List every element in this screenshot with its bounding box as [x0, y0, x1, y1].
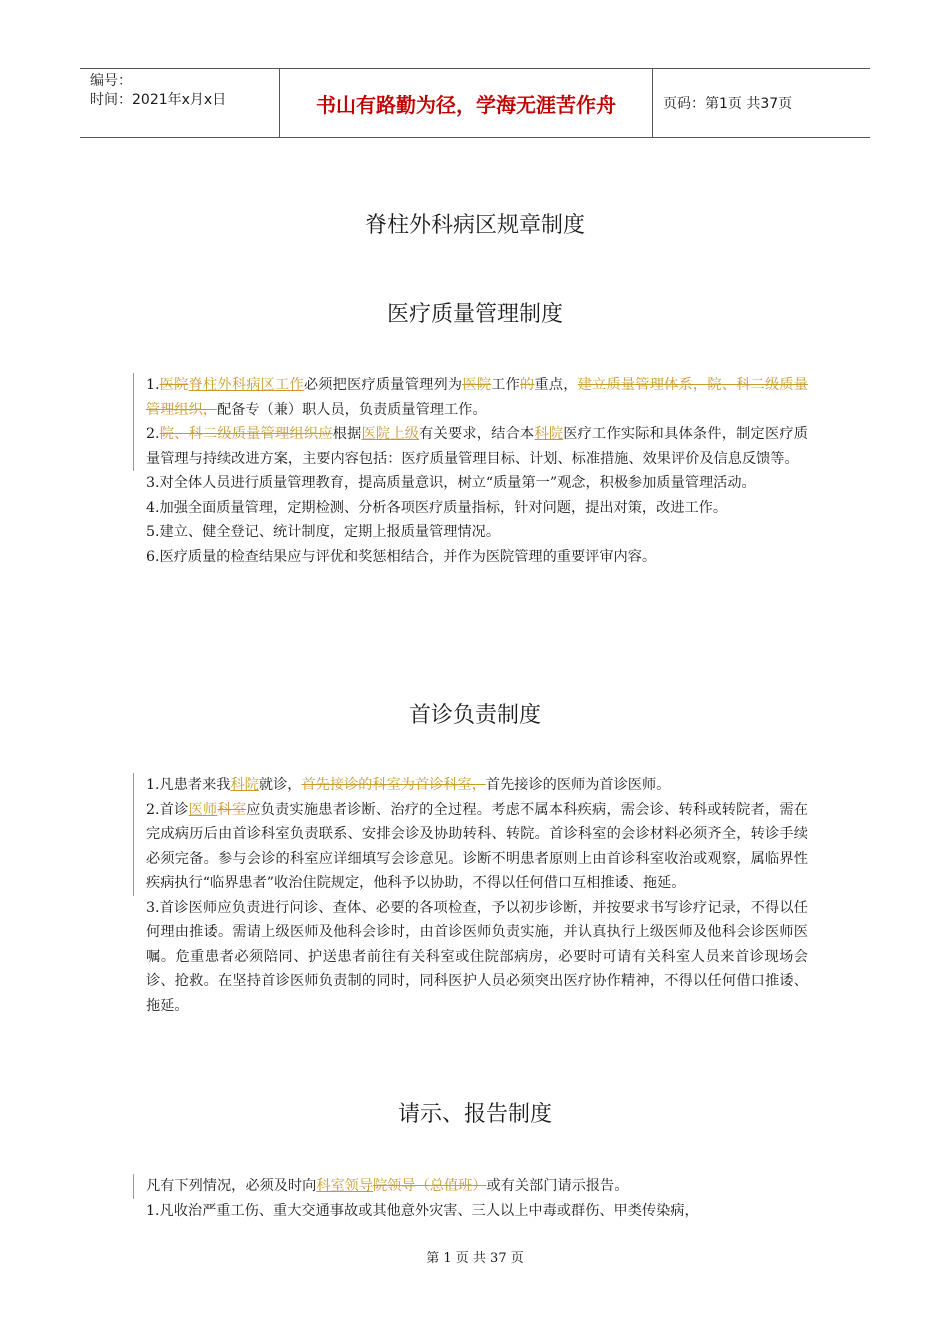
paragraph: 凡有下列情况，必须及时向科室领导院领导（总值班）或有关部门请示报告。: [133, 1174, 808, 1199]
paragraph: 3.首诊医师应负责进行问诊、查体、必要的各项检查，予以初步诊断，并按要求书写诊疗记录，不得以任何理由推诿。需请上级医师及他科会诊时，由首诊医师负责实施，并认真执行上级医师及他科会诊医师医嘱。危重患者必须陪同、护送患者前往有关科室或住院部病房，必要时可请有关科室人员来首诊现场会诊、抢救。在坚持首诊医师负责制的同时，同科医护人员必须突出医疗协作精神，不得以任何借口推诿、拖延。: [146, 899, 808, 1014]
section-quality: [133, 373, 808, 569]
paragraph: 3.对全体人员进行质量管理教育，提高质量意识，树立“质量第一”观念，积极参加质量管理活动。: [146, 475, 756, 491]
document-title: 脊柱外科病区规章制度: [364, 213, 585, 238]
header-motto: 书山有路勤为径，学海无涯苦作舟: [280, 69, 653, 137]
section-title-first-visit: 首诊负责制度: [408, 703, 541, 728]
paragraph: 2.首诊医师科室应负责实施患者诊断、治疗的全过程。考虑不属本科疾病，需会诊、转科或转院者，需在完成病历后由首诊科室负责联系、安排会诊及协助转科、转院。首诊科室的会诊材料必须齐全，转诊手续必须完备。参与会诊的科室应详细填写会诊意见。诊断不明患者原则上由首诊科室收治或观察，属临界性疾病执行“临界患者”收治住院规定，他科予以协助，不得以任何借口互相推诿、拖延。: [133, 798, 808, 896]
paragraph: 2.院、科二级质量管理组织应根据医院上级有关要求，结合本科院医疗工作实际和具体条件，制定医疗质量管理与持续改进方案，主要内容包括：医疗质量管理目标、计划、标准措施、效果评价及信息反馈等。: [133, 422, 808, 471]
paragraph: 1.凡患者来我科院就诊，首先接诊的科室为首诊科室，首先接诊的医师为首诊医师。: [133, 773, 808, 798]
section-report: [133, 1174, 808, 1223]
page-footer: 第 1 页 共 37 页: [426, 1251, 524, 1266]
paragraph: 6.医疗质量的检查结果应与评优和奖惩相结合，并作为医院管理的重要评审内容。: [146, 548, 657, 565]
time-label: 时间：2021年x月x日: [90, 92, 227, 108]
page-header: [80, 68, 870, 138]
paragraph: 5.建立、健全登记、统计制度，定期上报质量管理情况。: [146, 524, 501, 540]
section-title-quality: 医疗质量管理制度: [386, 302, 563, 327]
header-info: [80, 69, 280, 137]
section-title-report: 请示、报告制度: [397, 1102, 552, 1127]
paragraph: 1.凡收治严重工伤、重大交通事故或其他意外灾害、三人以上中毒或群伤、甲类传染病，: [146, 1202, 699, 1219]
number-label: 编号：: [90, 73, 132, 89]
section-first-visit: [133, 773, 808, 1018]
header-page-label: 页码：第1页 共37页: [663, 96, 793, 112]
paragraph: 4.加强全面质量管理，定期检测、分析各项医疗质量指标，针对问题，提出对策，改进工作。: [146, 499, 728, 516]
paragraph: 1.医院脊柱外科病区工作必须把医疗质量管理列为医院工作的重点，建立质量管理体系，院、科二级质量管理组织，配备专（兼）职人员，负责质量管理工作。: [133, 373, 808, 422]
